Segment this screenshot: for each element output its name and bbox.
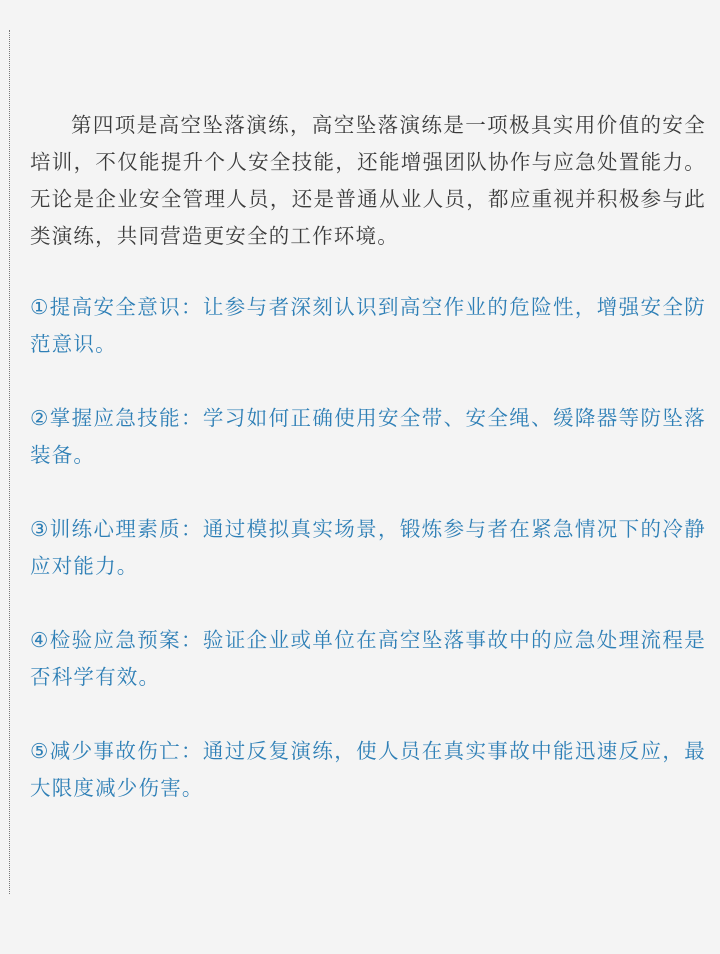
dotted-divider	[9, 30, 10, 894]
point-verify-plan: ④检验应急预案：验证企业或单位在高空坠落事故中的应急处理流程是否科学有效。	[30, 628, 706, 689]
point-emergency-skills: ②掌握应急技能：学习如何正确使用安全带、安全绳、缓降器等防坠落装备。	[30, 406, 706, 467]
point-reduce-casualties: ⑤减少事故伤亡：通过反复演练，使人员在真实事故中能迅速反应，最大限度减少伤害。	[30, 739, 706, 800]
point-psychological-training: ③训练心理素质：通过模拟真实场景，锻炼参与者在紧急情况下的冷静应对能力。	[30, 517, 706, 578]
intro-paragraph: 第四项是高空坠落演练，高空坠落演练是一项极具实用价值的安全培训，不仅能提升个人安全技能，还能增强团队协作与应急处置能力。无论是企业安全管理人员，还是普通从业人员，都应重视并积极参与此类演练，共同营造更安全的工作环境。	[30, 113, 706, 248]
point-raise-awareness: ①提高安全意识：让参与者深刻认识到高空作业的危险性，增强安全防范意识。	[30, 295, 706, 356]
